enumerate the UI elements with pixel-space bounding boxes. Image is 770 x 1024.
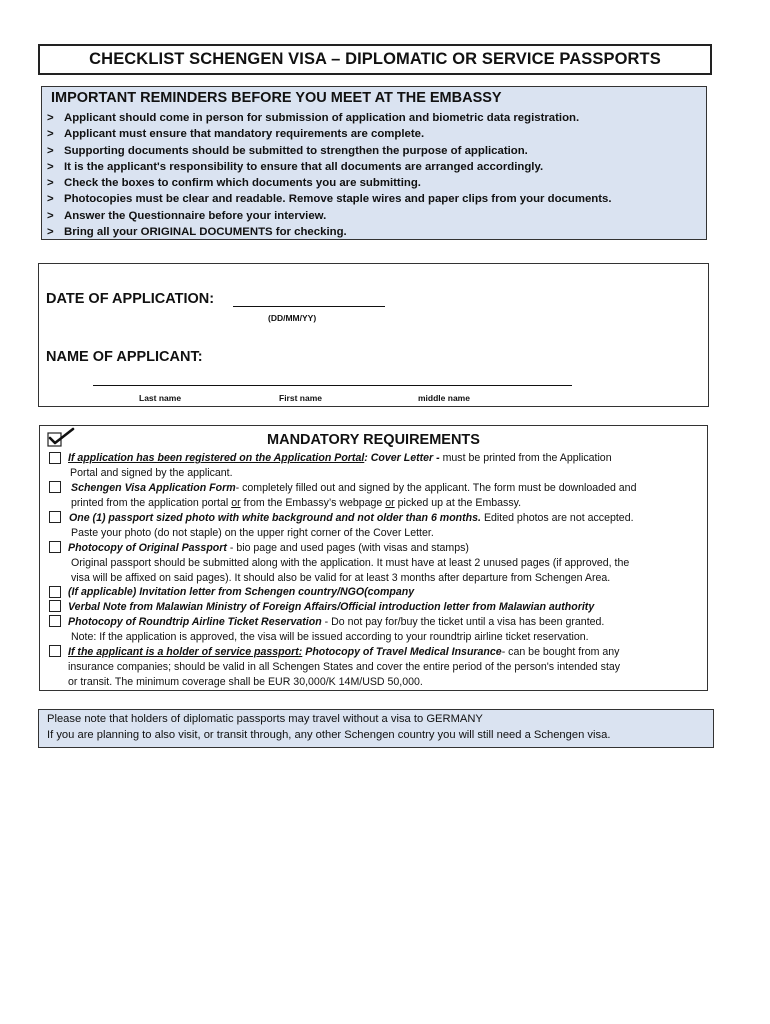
reminder-item: > Applicant should come in person for submission of application and biometric data registration.: [47, 110, 612, 126]
reminders-heading: IMPORTANT REMINDERS BEFORE YOU MEET AT THE EMBASSY: [51, 90, 502, 106]
cover-letter-requirement-detail: Portal and signed by the applicant.: [70, 467, 233, 479]
reminder-item: > Answer the Questionnaire before your interview.: [47, 208, 612, 224]
date-of-application-label: DATE OF APPLICATION:: [46, 291, 215, 307]
invitation-letter-checkbox[interactable]: [49, 586, 61, 598]
reminders-list: [47, 110, 612, 240]
bullet-icon: >: [47, 226, 54, 239]
cover-letter-requirement: If application has been registered on the Application Portal: Cover Letter - must be printed from the Application: [68, 452, 612, 464]
passport-copy-requirement: Photocopy of Original Passport - bio page and used pages (with visas and stamps): [68, 542, 469, 554]
passport-copy-requirement-detail: Original passport should be submitted along with the application. It must have at least 2 unused pages (if approved, the: [71, 557, 630, 569]
verbal-note-requirement: Verbal Note from Malawian Ministry of Foreign Affairs/Official introduction letter from Malawian authority: [68, 601, 595, 613]
reminder-item: > Applicant must ensure that mandatory requirements are complete.: [47, 126, 612, 142]
bullet-icon: >: [47, 144, 54, 157]
medical-insurance-checkbox[interactable]: [49, 645, 61, 657]
mandatory-heading: MANDATORY REQUIREMENTS: [267, 432, 480, 448]
reminder-item: > Check the boxes to confirm which documents you are submitting.: [47, 175, 612, 191]
bullet-icon: >: [47, 160, 54, 173]
passport-photo-requirement-detail: Paste your photo (do not staple) on the upper right corner of the Cover Letter.: [71, 527, 434, 539]
medical-insurance-requirement: If the applicant is a holder of service passport: Photocopy of Travel Medical Insurance- can be bought from any: [68, 646, 620, 658]
diplomatic-passport-note: [38, 709, 714, 748]
bullet-icon: >: [47, 112, 54, 124]
bullet-icon: >: [47, 128, 54, 141]
last-name-label: Last name: [139, 393, 182, 403]
airline-ticket-requirement: Photocopy of Roundtrip Airline Ticket Reservation - Do not pay for/buy the ticket until a visa has been granted.: [68, 616, 605, 628]
cover-letter-checkbox[interactable]: [49, 452, 61, 464]
page-title: CHECKLIST SCHENGEN VISA – DIPLOMATIC OR SERVICE PASSPORTS: [89, 50, 661, 68]
first-name-label: First name: [279, 393, 322, 403]
mandatory-requirements-panel: [39, 425, 708, 691]
date-of-application-field[interactable]: [233, 306, 385, 307]
middle-name-label: middle name: [418, 393, 470, 403]
reminder-item: > Bring all your ORIGINAL DOCUMENTS for checking.: [47, 224, 612, 240]
reminder-item: > Photocopies must be clear and readable. Remove staple wires and paper clips from your documents.: [47, 191, 612, 207]
passport-copy-requirement-detail: visa will be affixed on said pages). It should also be valid for at least 3 months after departure from Schengen Area.: [71, 572, 611, 584]
verbal-note-checkbox[interactable]: [49, 600, 61, 612]
bullet-icon: >: [47, 209, 54, 222]
passport-copy-checkbox[interactable]: [49, 541, 61, 553]
name-of-applicant-field[interactable]: [93, 385, 572, 386]
note-line-1: Please note that holders of diplomatic passports may travel without a visa to GERMANY: [47, 713, 483, 725]
invitation-letter-requirement: (If applicable) Invitation letter from Schengen country/NGO(company: [68, 586, 415, 598]
date-format-hint: (DD/MM/YY): [268, 313, 317, 323]
application-form-requirement: Schengen Visa Application Form- completely filled out and signed by the applicant. The form must be downloaded and: [71, 482, 637, 494]
medical-insurance-requirement-detail: or transit. The minimum coverage shall be EUR 30,000/K 14M/USD 50,000.: [68, 676, 423, 688]
bullet-icon: >: [47, 193, 54, 206]
bullet-icon: >: [47, 177, 54, 190]
reminder-item: > Supporting documents should be submitted to strengthen the purpose of application.: [47, 143, 612, 159]
note-line-2: If you are planning to also visit, or transit through, any other Schengen country you will still need a Schengen visa.: [47, 729, 611, 741]
airline-ticket-checkbox[interactable]: [49, 615, 61, 627]
passport-photo-checkbox[interactable]: [49, 511, 61, 523]
passport-photo-requirement: One (1) passport sized photo with white background and not older than 6 months. Edited photos are not accepted.: [69, 512, 634, 524]
application-form-checkbox[interactable]: [49, 481, 61, 493]
title-box: [38, 44, 712, 75]
reminders-panel: [41, 86, 707, 240]
airline-ticket-requirement-detail: Note: If the application is approved, the visa will be issued according to your roundtrip airline ticket reservation.: [71, 631, 589, 643]
application-form-requirement-detail: printed from the application portal or from the Embassy’s webpage or picked up at the Embassy.: [71, 497, 522, 509]
medical-insurance-requirement-detail: insurance companies; should be valid in all Schengen States and cover the entire period of the person's intended stay: [68, 661, 621, 673]
name-of-applicant-label: NAME OF APPLICANT:: [46, 349, 203, 365]
reminder-item: > It is the applicant's responsibility to ensure that all documents are arranged accordingly.: [47, 159, 612, 175]
applicant-info-panel: [38, 263, 709, 407]
